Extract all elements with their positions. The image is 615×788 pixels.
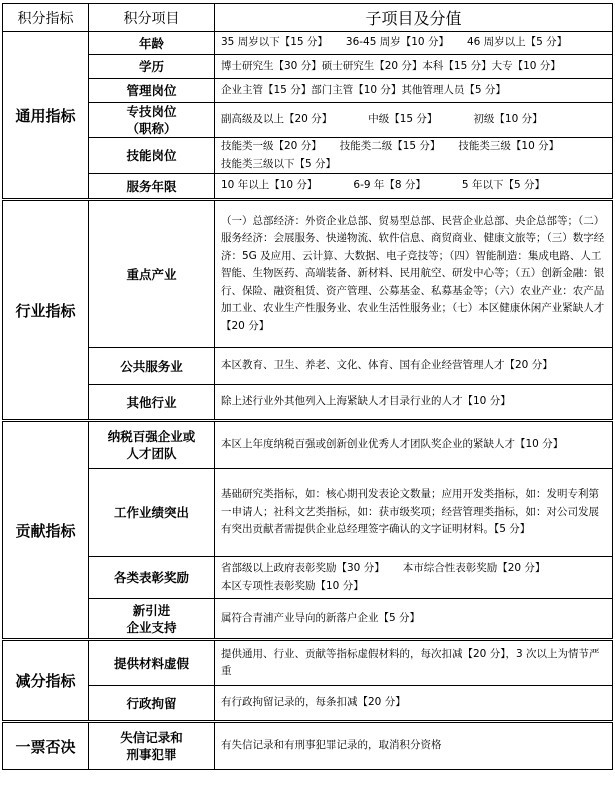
item-performance: 工作业绩突出 — [89, 469, 215, 557]
value-false-material: 提供通用、行业、贡献等指标虚假材料的，每次扣减【20 分】，3 次以上为情节严重 — [215, 640, 613, 686]
item-technical: 专技岗位 （职称） — [89, 103, 215, 138]
value-awards: 省部级以上政府表彰奖励【30 分】 本市综合性表彰奖励【20 分】 本区专项性表彰奖励【10 分】 — [215, 557, 613, 599]
item-education: 学历 — [89, 55, 215, 79]
row-skill — [3, 138, 613, 174]
header-row — [3, 4, 613, 32]
category-veto: 一票否决 — [3, 722, 89, 770]
header-item: 积分项目 — [89, 4, 215, 32]
header-indicator: 积分指标 — [3, 4, 89, 32]
value-skill: 技能类一级【20 分】 技能类二级【15 分】 技能类三级【10 分】 技能类三级以下【5 分】 — [215, 138, 613, 174]
value-other-industry: 除上述行业外其他列入上海紧缺人才目录行业的人才【10 分】 — [215, 385, 613, 421]
value-performance: 基础研究类指标，如：核心期刊发表论文数量；应用开发类指标，如：发明专利第一申请人；社科文艺类指标，如：获市级奖项；经营管理类指标，如：对公司发展有突出贡献者需提供企业总经理签字确认的文字证明材料。【5 分】 — [215, 469, 613, 557]
row-education — [3, 55, 613, 79]
item-tax: 纳税百强企业或 人才团队 — [89, 421, 215, 469]
value-veto: 有失信记录和有刑事犯罪记录的，取消积分资格 — [215, 722, 613, 770]
row-other-industry — [3, 385, 613, 421]
row-service — [3, 174, 613, 200]
row-false-material — [3, 640, 613, 686]
row-management — [3, 79, 613, 103]
item-age: 年龄 — [89, 32, 215, 55]
category-deduction: 减分指标 — [3, 640, 89, 722]
item-management: 管理岗位 — [89, 79, 215, 103]
category-industry: 行业指标 — [3, 200, 89, 421]
category-general: 通用指标 — [3, 32, 89, 200]
row-detention — [3, 686, 613, 722]
value-technical: 副高级及以上【20 分】 中级【15 分】 初级【10 分】 — [215, 103, 613, 138]
row-awards — [3, 557, 613, 599]
value-tax: 本区上年度纳税百强或创新创业优秀人才团队奖企业的紧缺人才【10 分】 — [215, 421, 613, 469]
row-key-industry — [3, 200, 613, 348]
item-service: 服务年限 — [89, 174, 215, 200]
value-age: 35 周岁以下【15 分】 36-45 周岁【10 分】 46 周岁以上【5 分】 — [215, 32, 613, 55]
row-technical — [3, 103, 613, 138]
row-veto — [3, 722, 613, 770]
item-newcomer: 新引进 企业支持 — [89, 599, 215, 640]
item-awards: 各类表彰奖励 — [89, 557, 215, 599]
value-service: 10 年以上【10 分】 6-9 年【8 分】 5 年以下【5 分】 — [215, 174, 613, 200]
row-age — [3, 32, 613, 55]
item-other-industry: 其他行业 — [89, 385, 215, 421]
header-subitem-score: 子项目及分值 — [215, 4, 613, 32]
value-management: 企业主管【15 分】部门主管【10 分】其他管理人员【5 分】 — [215, 79, 613, 103]
item-false-material: 提供材料虚假 — [89, 640, 215, 686]
item-key-industry: 重点产业 — [89, 200, 215, 348]
item-skill: 技能岗位 — [89, 138, 215, 174]
value-newcomer: 属符合青浦产业导向的新落户企业【5 分】 — [215, 599, 613, 640]
row-tax — [3, 421, 613, 469]
item-public-service: 公共服务业 — [89, 348, 215, 385]
row-public-service — [3, 348, 613, 385]
row-newcomer — [3, 599, 613, 640]
row-performance — [3, 469, 613, 557]
points-table — [2, 3, 613, 770]
value-public-service: 本区教育、卫生、养老、文化、体育、国有企业经营管理人才【20 分】 — [215, 348, 613, 385]
value-detention: 有行政拘留记录的，每条扣减【20 分】 — [215, 686, 613, 722]
category-contribution: 贡献指标 — [3, 421, 89, 640]
value-education: 博士研究生【30 分】硕士研究生【20 分】本科【15 分】大专【10 分】 — [215, 55, 613, 79]
item-veto: 失信记录和 刑事犯罪 — [89, 722, 215, 770]
value-key-industry: （一）总部经济：外资企业总部、贸易型总部、民营企业总部、央企总部等；（二）服务经济：会展服务、快递物流、软件信息、商贸商业、健康文旅等；（三）数字经济：5G 及应用、云计算、大数据、电子竞技等；（四）智能制造：集成电路、人工智能、生物医药、高端装备、新材料、民用航空、研发中心等；（五）创新金融：银行、保险、融资租赁、资产管理、公募基金、私募基金等；（六）农业产业：农产品加工业、农业生产性服务业、农业生活性服务业；（七）本区健康休闲产业紧缺人才【20 分】 — [215, 200, 613, 348]
item-detention: 行政拘留 — [89, 686, 215, 722]
